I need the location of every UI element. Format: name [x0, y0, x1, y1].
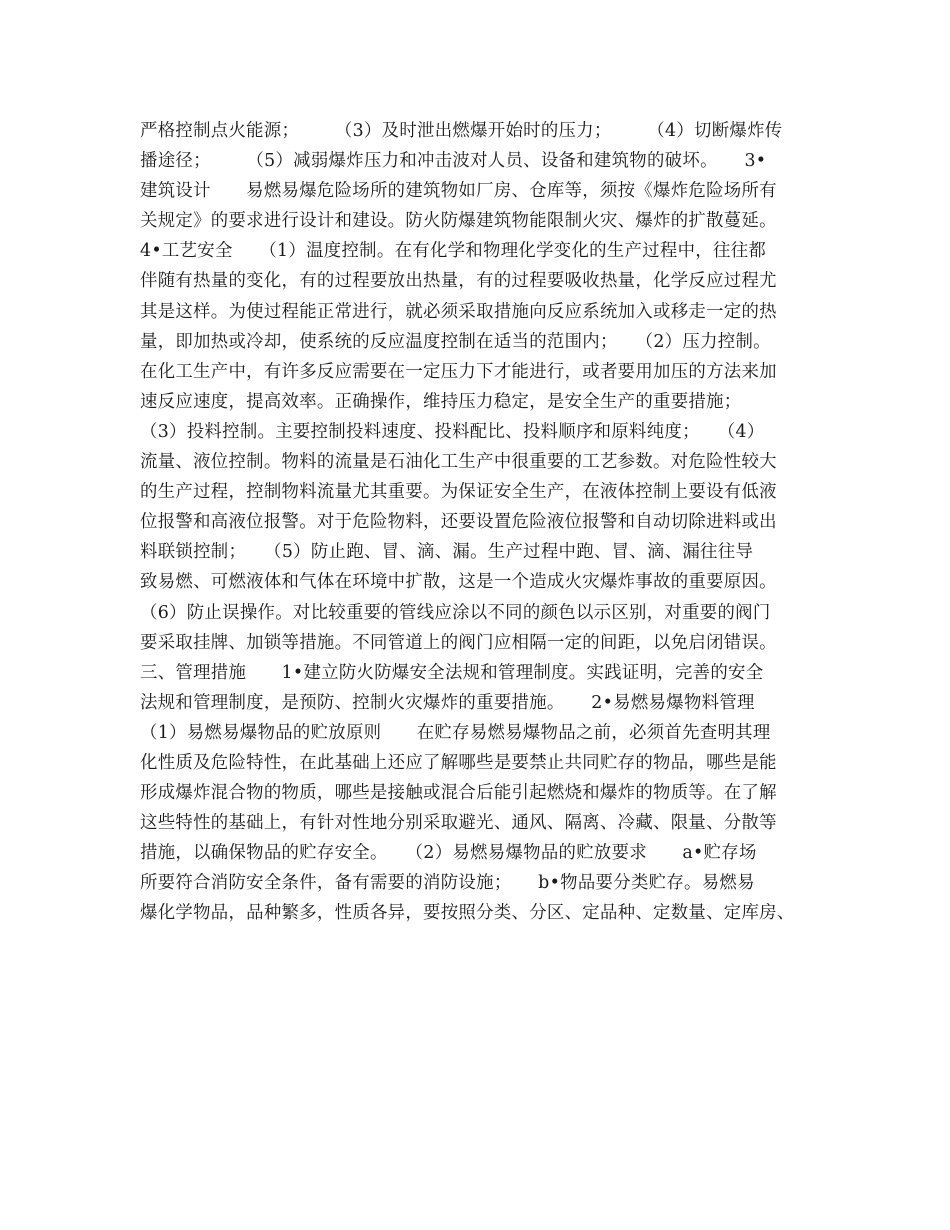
- text-line: 量，即加热或冷却，使系统的反应温度控制在适当的范围内； （2）压力控制。: [140, 331, 771, 352]
- text-line: 流量、液位控制。物料的流量是石油化工生产中很重要的工艺参数。对危险性较大: [140, 452, 777, 473]
- text-line: 三、管理措施 1•建立防火防爆安全法规和管理制度。实践证明，完善的安全: [140, 662, 764, 683]
- text-line: 在化工生产中，有许多反应需要在一定压力下才能进行，或者要用加压的方法来加: [140, 361, 777, 382]
- text-line: 伴随有热量的变化，有的过程要放出热量，有的过程要吸收热量，化学反应过程尤: [140, 271, 777, 292]
- text-line: 严格控制点火能源； （3）及时泄出燃爆开始时的压力； （4）切断爆炸传: [140, 121, 783, 141]
- text-line: 建筑设计 易燃易爆危险场所的建筑物如厂房、仓库等，须按《爆炸危险场所有: [140, 181, 777, 202]
- text-line: 关规定》的要求进行设计和建设。防火防爆建筑物能限制火灾、爆炸的扩散蔓延。: [140, 211, 777, 232]
- text-line: （6）防止误操作。对比较重要的管线应涂以不同的颜色以示区别，对重要的阀门: [140, 602, 771, 623]
- text-line: 速反应速度，提高效率。正确操作，维持压力稳定，是安全生产的重要措施；: [140, 391, 742, 412]
- text-line: 法规和管理制度，是预防、控制火灾爆炸的重要措施。 2•易燃易爆物料管理: [140, 692, 755, 713]
- text-line: 4•工艺安全 （1）温度控制。在有化学和物理化学变化的生产过程中，往往都: [140, 241, 767, 262]
- text-line: 措施，以确保物品的贮存安全。 （2）易燃易爆物品的贮放要求 a•贮存场: [140, 843, 757, 864]
- text-line: 的生产过程，控制物料流量尤其重要。为保证安全生产，在液体控制上要设有低液: [140, 482, 777, 503]
- text-line: 料联锁控制； （5）防止跑、冒、滴、漏。生产过程中跑、冒、滴、漏往往导: [140, 542, 754, 563]
- text-line: 其是这样。为使过程能正常进行，就必须采取措施向反应系统加入或移走一定的热: [140, 301, 777, 322]
- text-line: 爆化学物品，品种繁多，性质各异，要按照分类、分区、定品种、定数量、定库房、: [140, 903, 795, 924]
- text-line: 化性质及危险特性，在此基础上还应了解哪些是要禁止共同贮存的物品，哪些是能: [140, 752, 777, 773]
- text-line: 致易燃、可燃液体和气体在环境中扩散，这是一个造成火灾爆炸事故的重要原因。: [140, 572, 777, 593]
- text-line: 所要符合消防安全条件，备有需要的消防设施； b•物品要分类贮存。易燃易: [140, 873, 755, 894]
- text-line: 位报警和高液位报警。对于危险物料，还要设置危险液位报警和自动切除进料或出: [140, 512, 777, 533]
- text-line: 形成爆炸混合物的物质，哪些是接触或混合后能引起燃烧和爆炸的物质等。在了解: [140, 783, 777, 804]
- text-line: （1）易燃易爆物品的贮放原则 在贮存易燃易爆物品之前，必须首先查明其理: [140, 722, 771, 743]
- text-line: （3）投料控制。主要控制投料速度、投料配比、投料顺序和原料纯度； （4）: [140, 421, 765, 442]
- text-line: 这些特性的基础上，有针对性地分别采取避光、通风、隔离、冷藏、限量、分散等: [140, 813, 777, 834]
- body-text: [140, 116, 820, 929]
- text-line: 要采取挂牌、加锁等措施。不同管道上的阀门应相隔一定的间距，以免启闭错误。: [140, 632, 777, 653]
- text-line: 播途径； （5）减弱爆炸压力和冲击波对人员、设备和建筑物的破坏。 3•: [140, 151, 767, 172]
